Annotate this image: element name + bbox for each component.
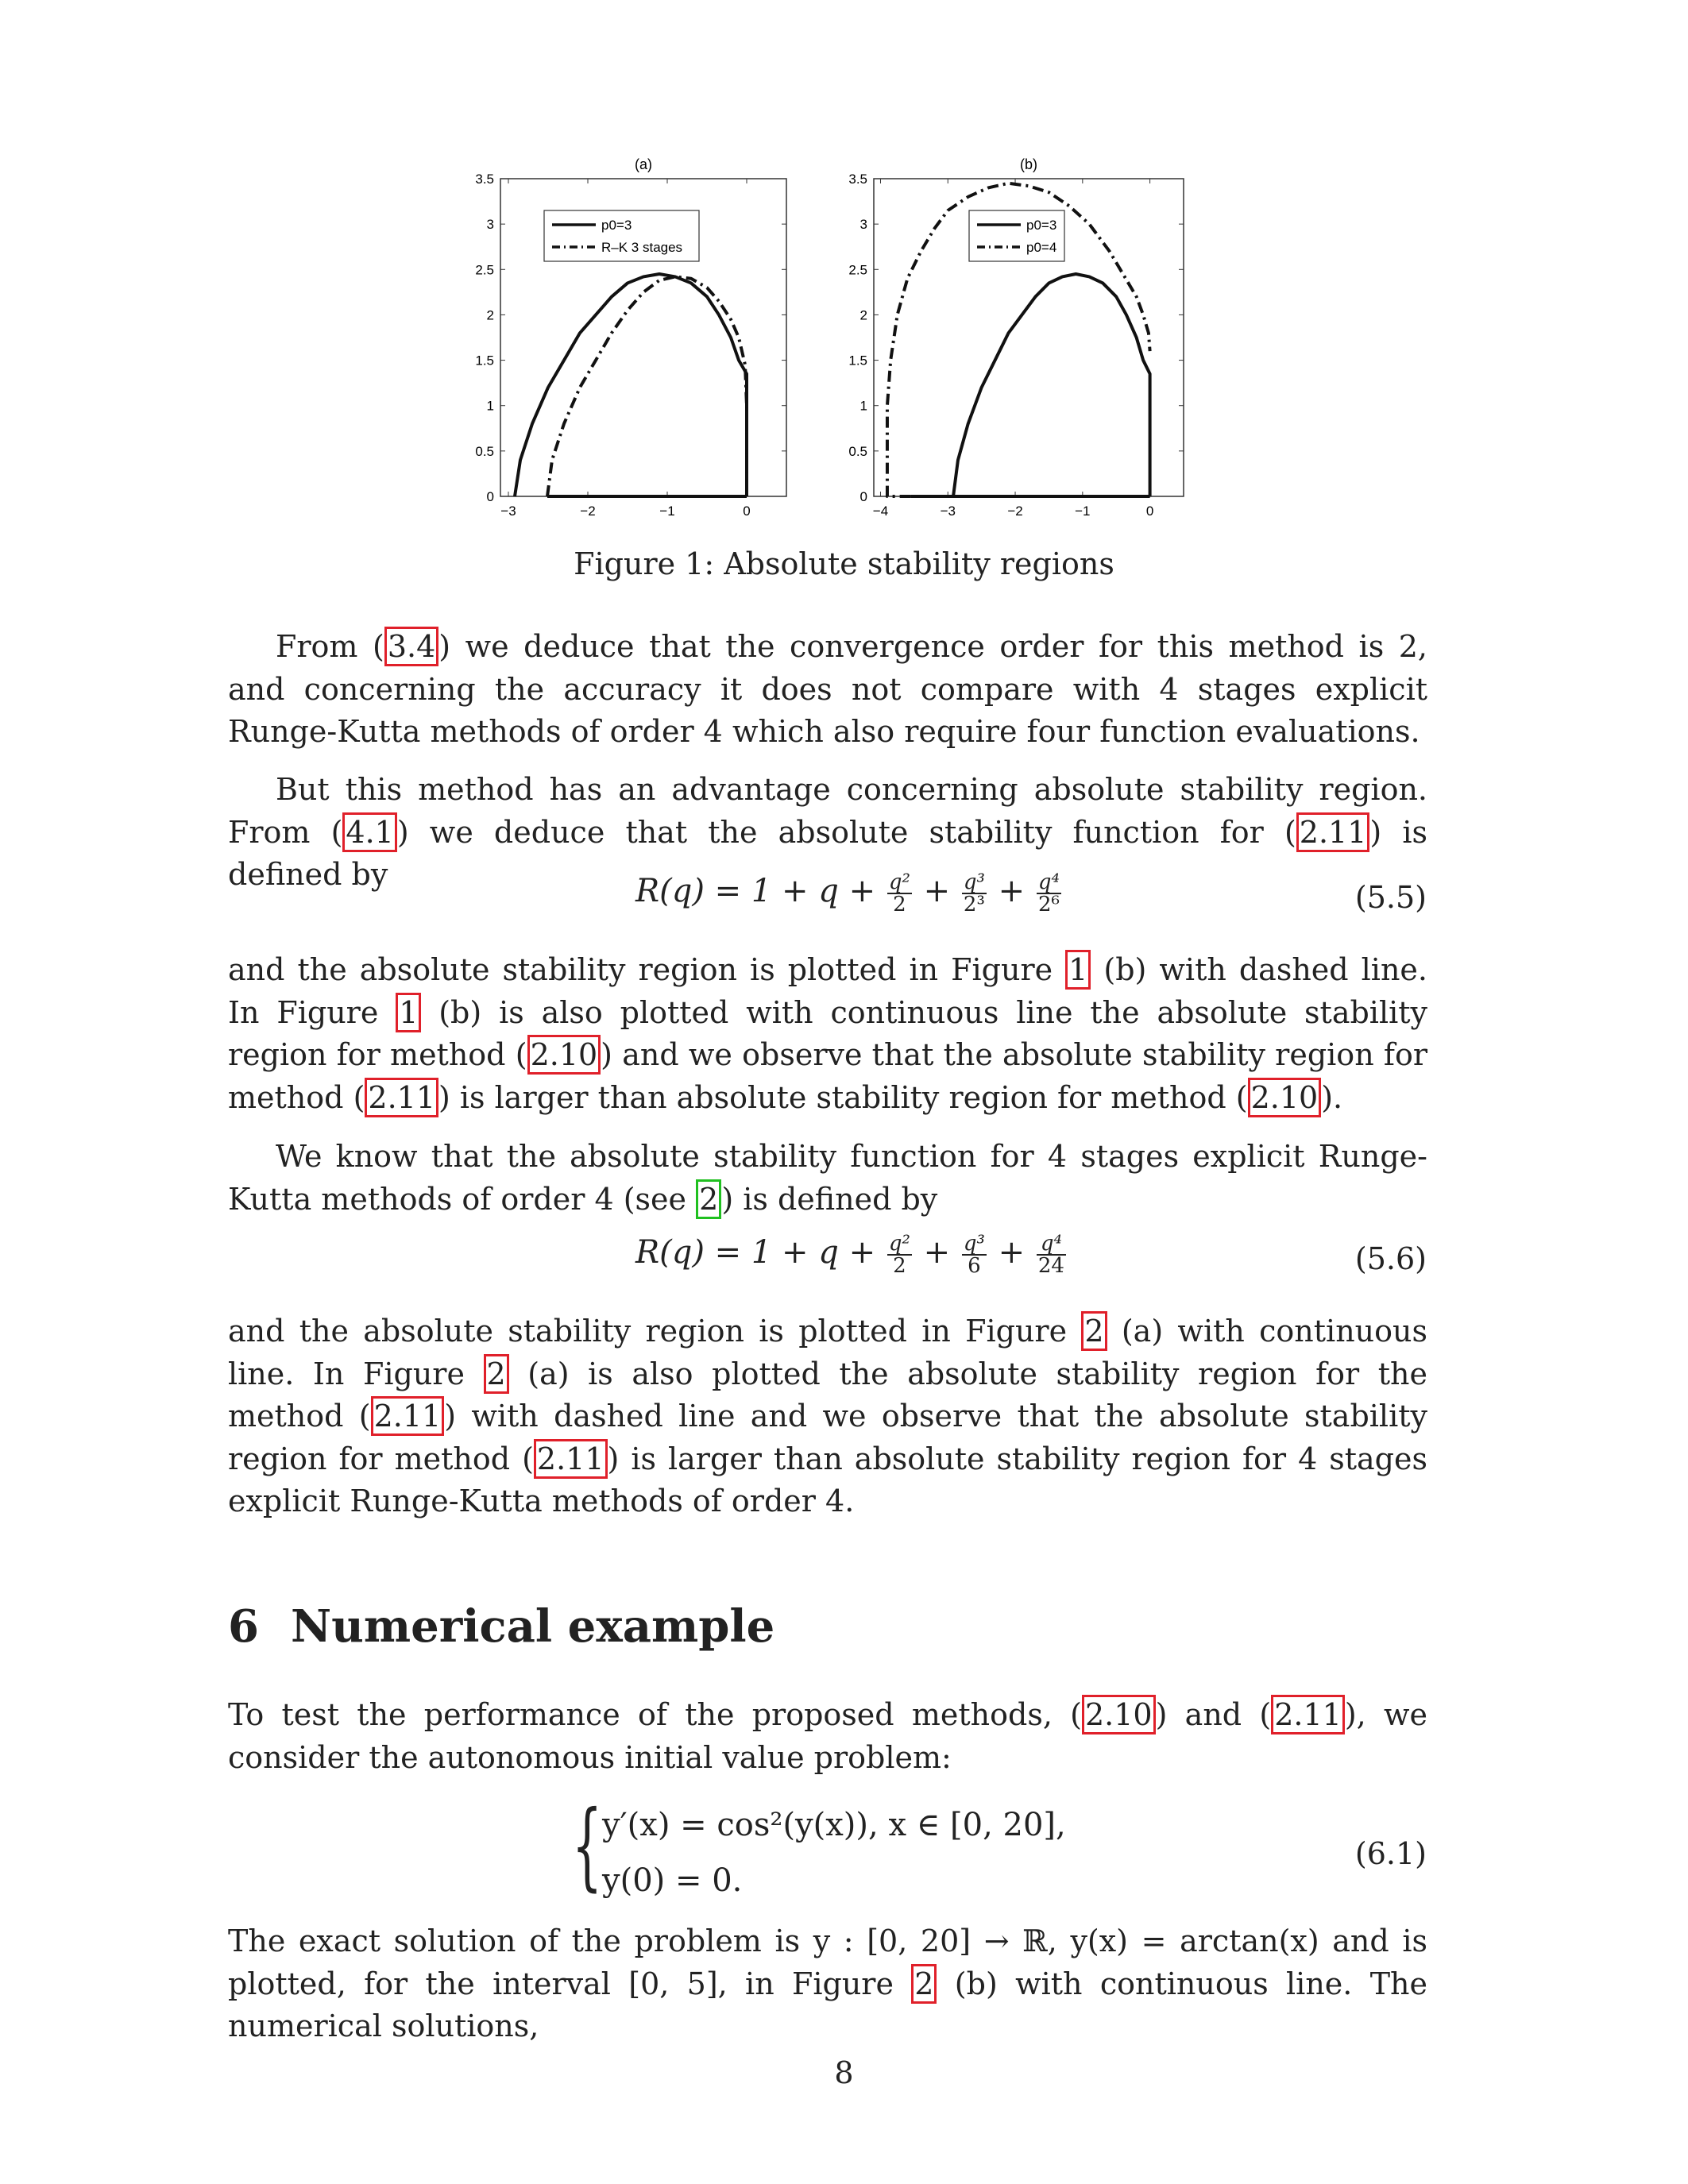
eq-ref-4-1[interactable]: 4.1	[342, 812, 396, 852]
x-tick-label: −3	[940, 504, 956, 519]
y-tick-label: 2	[859, 307, 867, 323]
y-tick-label: 3	[486, 217, 494, 233]
paragraph-2: But this method has an advantage concerning absolute stability region. From ( 4.1 ) we deduce that the absolute stability function for ( 2.11 ) is defined by	[228, 772, 1427, 892]
figure-ref-1[interactable]: 1	[396, 993, 421, 1032]
eq-ref-2-10[interactable]: 2.10	[1248, 1078, 1322, 1117]
x-tick-label: −3	[500, 504, 516, 519]
legend-label: p0=4	[1026, 240, 1057, 255]
eq-ref-2-11[interactable]: 2.11	[534, 1439, 608, 1479]
eq-ref-2-11[interactable]: 2.11	[1296, 812, 1370, 852]
y-tick-label: 3.5	[848, 172, 867, 187]
y-tick-label: 0	[859, 489, 867, 504]
x-tick-label: −1	[1075, 504, 1091, 519]
x-tick-label: 0	[1145, 504, 1154, 519]
eq-ref-2-11[interactable]: 2.11	[371, 1396, 445, 1436]
panel-title: (b)	[1020, 156, 1037, 172]
equation-number: (5.5)	[1354, 880, 1427, 915]
citation-ref-2[interactable]: 2	[696, 1179, 721, 1219]
series-line	[953, 274, 1150, 496]
x-tick-label: −2	[580, 504, 596, 519]
y-tick-label: 1.5	[848, 353, 867, 369]
y-tick-label: 0.5	[848, 443, 867, 459]
eq-ref-2-11[interactable]: 2.11	[1271, 1695, 1345, 1734]
legend-label: p0=3	[601, 218, 632, 233]
paper-page: (a) 0 0.5 1 1.5 2 2.5 3 3.5 −3 −2 −1 0 p0=3 R–K 3 stages (b) 0 0.5 1 1.5 2 2.5 3 3.5 −4 −3 −2 −1 0 p0=3 p0=4 Figure 1: Absolute stability regions From ( 3.4 ) we deduce that the convergence order for this method is 2, and concerning the accuracy it does not compare with 4 stages explicit Runge-Kutta methods of order 4 which also require four function evaluations. But this method has an advantage concerning absolute stability region. From ( 4.1 ) we deduce that the absolute stability function for ( 2.11 ) is defined by R(q) = 1 + q + $\frac{\text{q²}}{2}$ + $\frac{\text{q³}}{\text{2³}}$ + $\frac{\text{q⁴}}{\text{2⁶}}$ (5.5) and the absolute stability region is plotted in Figure 1 (b) with dashed line. In Figure 1 (b) is also plotted with continuous line the absolute stability region for method ( 2.10 ) and we observe that the absolute stability region for method ( 2.11 ) is larger than absolute stability region for method ( 2.10 ). We know that the absolute stability function for 4 stages explicit Runge-Kutta methods of order 4 (see 2 ) is defined by R(q) = 1 + q + $\frac{\text{q²}}{2}$ + $\frac{\text{q³}}{6}$ + $\frac{\text{q⁴}}{24}$ (5.6) and the absolute stability region is plotted in Figure 2 (a) with continuous line. In Figure 2 (a) is also plotted the absolute stability region for the method ( 2.11 ) with dashed line and we observe that the absolute stability region for method ( 2.11 ) is larger than absolute stability region for 4 stages explicit Runge-Kutta methods of order 4. 6 Numerical example To test the performance of the proposed methods, ( 2.10 ) and ( 2.11 ), we consider the autonomous initial value problem: { y′(x) = cos²(y(x)), x ∈ [0, 20], y(0) = 0. (6.1) The exact solution of the problem is y : [0, 20] → ℝ, y(x) = arctan(x) and is plotted, for the interval [0, 5], in Figure 2 (b) with continuous line. The numerical solutions, 8	[0, 0, 1688, 2184]
eq-ref-2-10[interactable]: 2.10	[1082, 1695, 1156, 1734]
figure-ref-2[interactable]: 2	[1081, 1311, 1107, 1351]
section-heading: 6 Numerical example	[228, 1600, 775, 1653]
eq-ref-2-11[interactable]: 2.11	[365, 1078, 438, 1117]
y-tick-label: 1	[486, 398, 494, 414]
stability-figure	[445, 147, 1199, 528]
y-tick-label: 1.5	[475, 353, 494, 369]
figure-ref-2[interactable]: 2	[911, 1964, 937, 2004]
page-number: 8	[834, 2055, 854, 2090]
x-tick-label: 0	[743, 504, 751, 519]
panel-title: (a)	[635, 156, 652, 172]
paragraph-5: and the absolute stability region is plotted in Figure 2 (a) with continuous line. In Figure 2 (a) is also plotted the absolute stability region for the method ( 2.11 ) with dashed line and we observe that the absolute stability region for method ( 2.11 ) is larger than absolute stability region for 4 stages explicit Runge-Kutta methods of order 4.	[228, 1310, 1427, 1523]
paragraph-6: To test the performance of the proposed methods, ( 2.10 ) and ( 2.11 ), we consider the autonomous initial value problem:	[228, 1694, 1427, 1779]
brace-symbol: {	[572, 1791, 603, 1901]
figure-ref-1[interactable]: 1	[1065, 950, 1091, 990]
figure-ref-2[interactable]: 2	[484, 1354, 509, 1394]
paragraph-7: The exact solution of the problem is y : [0, 20] → ℝ, y(x) = arctan(x) and is plotted, for the interval [0, 5], in Figure 2 (b) with continuous line. The numerical solutions,	[228, 1924, 1427, 2043]
y-tick-label: 2	[486, 307, 494, 323]
paragraph-3: and the absolute stability region is plotted in Figure 1 (b) with dashed line. In Figure 1 (b) is also plotted with continuous line the absolute stability region for method ( 2.10 ) and we observe that the absolute stability region for method ( 2.11 ) is larger than absolute stability region for method ( 2.10 ).	[228, 949, 1427, 1119]
paragraph-1: From ( 3.4 ) we deduce that the convergence order for this method is 2, and concerning the accuracy it does not compare with 4 stages explicit Runge-Kutta methods of order 4 which also require four function evaluations.	[228, 626, 1427, 754]
y-tick-label: 2.5	[475, 262, 494, 278]
y-tick-label: 3	[859, 217, 867, 233]
y-tick-label: 3.5	[475, 172, 494, 187]
x-tick-label: −4	[872, 504, 889, 519]
legend-label: p0=3	[1026, 218, 1057, 233]
x-tick-label: −2	[1007, 504, 1023, 519]
eq-ref-2-10[interactable]: 2.10	[527, 1035, 601, 1075]
figure-caption: Figure 1: Absolute stability regions	[574, 546, 1114, 581]
y-tick-label: 0	[486, 489, 494, 504]
y-tick-label: 1	[859, 398, 867, 414]
legend-label: R–K 3 stages	[601, 240, 683, 255]
y-tick-label: 2.5	[848, 262, 867, 278]
y-tick-label: 0.5	[475, 443, 494, 459]
eq-ref-3-4[interactable]: 3.4	[384, 627, 438, 666]
paragraph-4: We know that the absolute stability function for 4 stages explicit Runge-Kutta methods of order 4 (see 2 ) is defined by	[228, 1136, 1427, 1221]
equation-number: (5.6)	[1354, 1241, 1427, 1276]
x-tick-label: −1	[659, 504, 675, 519]
